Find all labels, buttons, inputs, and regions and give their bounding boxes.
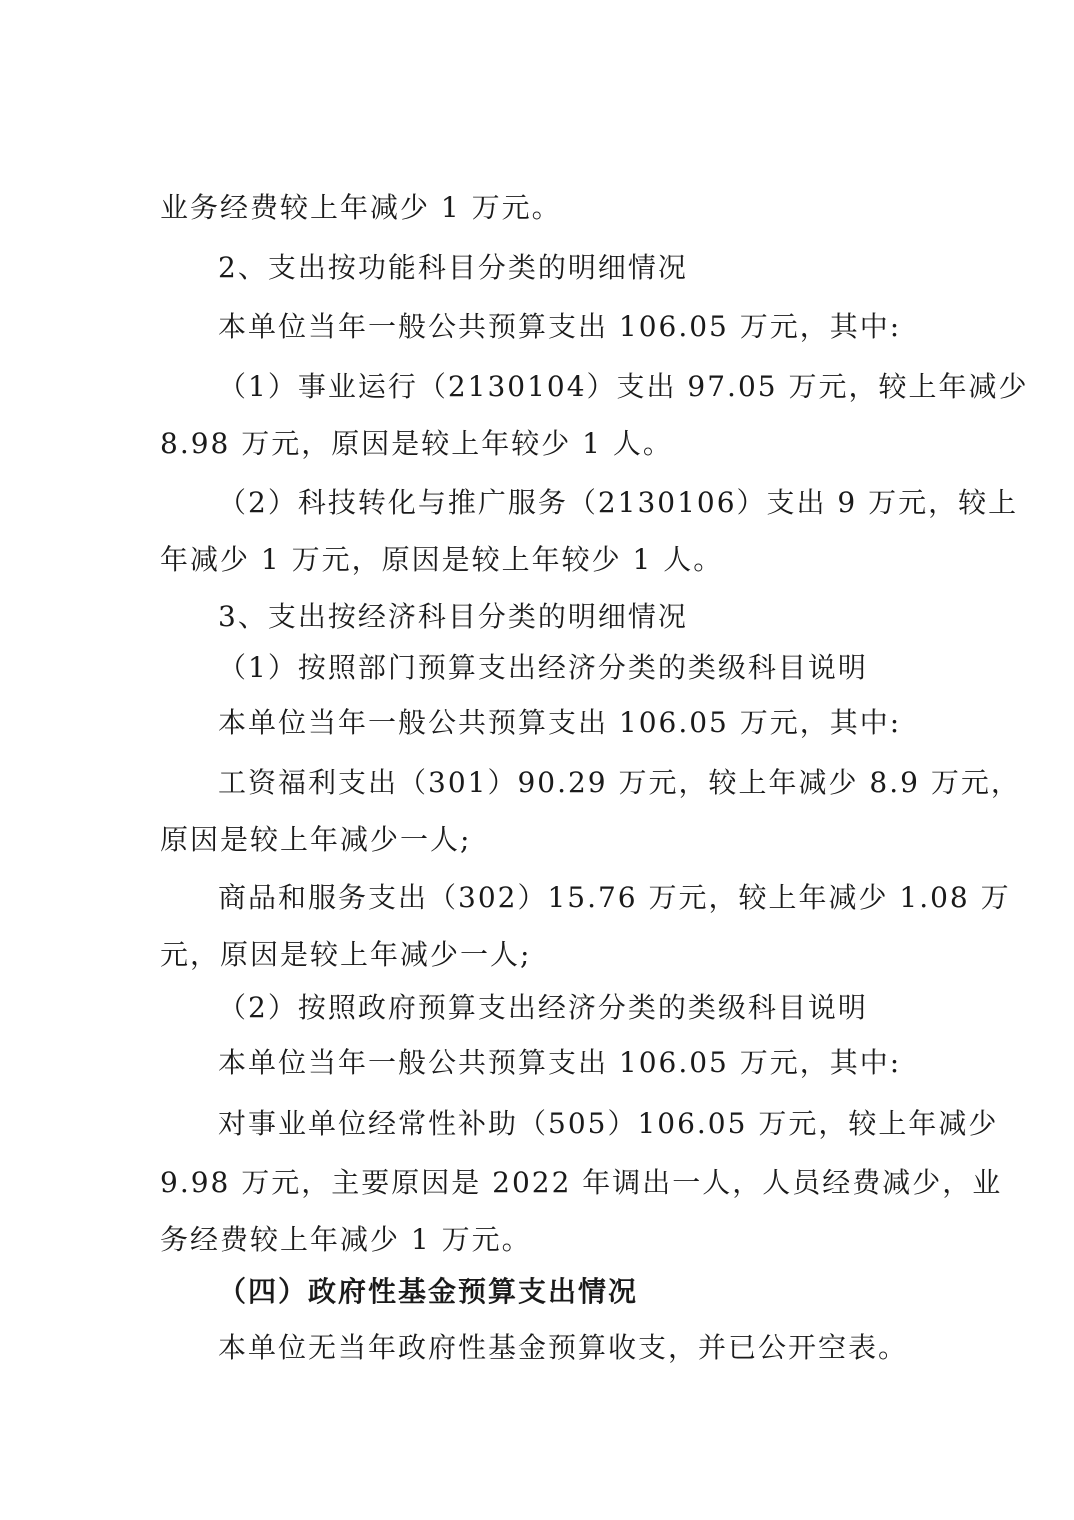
section-heading: 2、支出按功能科目分类的明细情况 — [218, 251, 688, 284]
paragraph-line: 本单位当年一般公共预算支出 106.05 万元，其中: — [218, 310, 902, 343]
paragraph-line: 对事业单位经常性补助（505）106.05 万元，较上年减少 — [218, 1107, 999, 1140]
subsection-heading: （1）按照部门预算支出经济分类的类级科目说明 — [218, 651, 868, 684]
paragraph-line: 本单位无当年政府性基金预算收支，并已公开空表。 — [218, 1331, 909, 1364]
chapter-heading: （四）政府性基金预算支出情况 — [218, 1275, 639, 1308]
paragraph-line: 年减少 1 万元，原因是较上年较少 1 人。 — [160, 543, 724, 576]
paragraph-line: 务经费较上年减少 1 万元。 — [160, 1223, 532, 1256]
paragraph-line: （2）科技转化与推广服务（2130106）支出 9 万元，较上 — [218, 486, 1019, 519]
paragraph-line: 本单位当年一般公共预算支出 106.05 万元，其中: — [218, 706, 902, 739]
paragraph-line: 原因是较上年减少一人; — [160, 823, 472, 856]
paragraph-line: 本单位当年一般公共预算支出 106.05 万元，其中: — [218, 1046, 902, 1079]
section-heading: 3、支出按经济科目分类的明细情况 — [218, 600, 688, 633]
paragraph-line: 工资福利支出（301）90.29 万元，较上年减少 8.9 万元， — [218, 766, 1021, 799]
paragraph-line: （1）事业运行（2130104）支出 97.05 万元，较上年减少 — [218, 370, 1029, 403]
paragraph-line: 9.98 万元，主要原因是 2022 年调出一人，人员经费减少，业 — [160, 1166, 1003, 1199]
subsection-heading: （2）按照政府预算支出经济分类的类级科目说明 — [218, 991, 868, 1024]
paragraph-line: 元，原因是较上年减少一人; — [160, 938, 532, 971]
paragraph-line: 业务经费较上年减少 1 万元。 — [160, 191, 562, 224]
paragraph-line: 8.98 万元，原因是较上年较少 1 人。 — [160, 427, 673, 460]
paragraph-line: 商品和服务支出（302）15.76 万元，较上年减少 1.08 万 — [218, 881, 1011, 914]
